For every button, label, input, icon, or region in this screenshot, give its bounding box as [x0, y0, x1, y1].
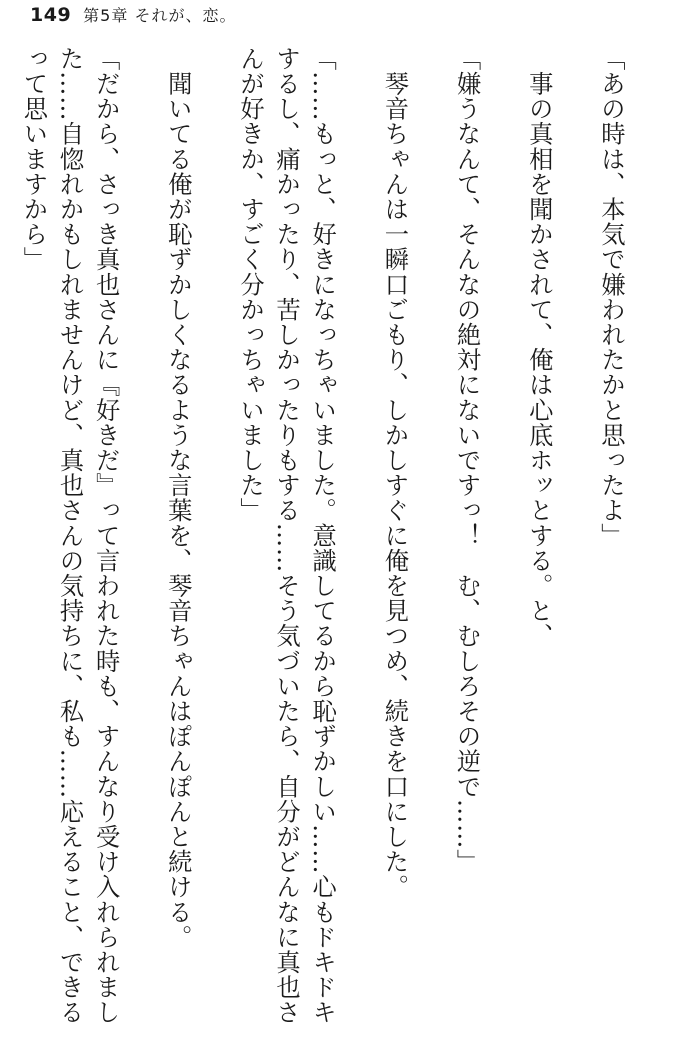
paragraph: 琴音ちゃんは一瞬口ごもり、しかしすぐに俺を見つめ、続きを口にした。 — [380, 46, 410, 900]
paragraph: 「嫌うなんて、そんなの絶対にないですっ！ む、むしろその逆で……」 — [452, 46, 482, 875]
paragraph: 聞いてる俺が恥ずかしくなるような言葉を、琴音ちゃんはぽんぽんと続ける。 — [163, 46, 193, 950]
running-head — [30, 3, 236, 29]
page-number: 149 — [30, 4, 72, 26]
paragraph: 「あの時は、本気で嫌われたかと思ったよ」 — [596, 46, 626, 548]
paragraph: 「……もっと、好きになっちゃいました。意識してるから恥ずかしい……心もドキドキするし、痛かったり、苦しかったりもする……そう気づいたら、自分がどんなに真也さんが好きか、すごく分かっちゃいました」 — [235, 46, 338, 1025]
paragraph: 「だから、さっき真也さんに『好きだ』って言われた時も、すんなり受け入れられました……自惚れかもしれませんけど、真也さんの気持ちに、私も……応えること、できるって思いますから」 — [19, 46, 121, 1025]
body-text — [19, 46, 665, 1036]
paragraph: 事の真相を聞かされて、俺は心底ホッとする。と、 — [524, 46, 554, 649]
chapter-title: 第5章 それが、恋。 — [83, 6, 237, 25]
